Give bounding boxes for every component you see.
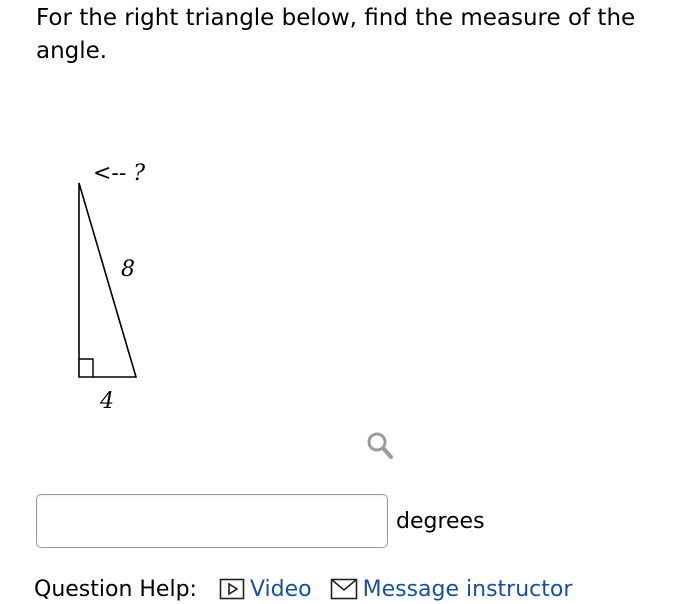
angle-label: <-- ? [93,161,146,186]
question-text: For the right triangle below, find the measure of the angle. [36,5,636,64]
hypotenuse-label: 8 [121,257,135,282]
message-instructor-label: Message instructor [362,576,573,602]
question-help-label: Question Help: [34,576,197,602]
answer-input[interactable] [36,494,388,548]
question-help [34,574,572,604]
triangle-figure [60,150,200,420]
zoom-image-button[interactable] [364,430,396,462]
envelope-icon [330,578,358,600]
units-label: degrees [396,508,485,534]
triangle-diagram [60,150,200,420]
video-link-label: Video [249,576,312,602]
right-angle-marker [79,359,93,377]
answer-row [36,493,485,549]
base-label: 4 [100,389,114,414]
play-video-icon [219,578,245,600]
magnifier-icon [364,430,396,462]
